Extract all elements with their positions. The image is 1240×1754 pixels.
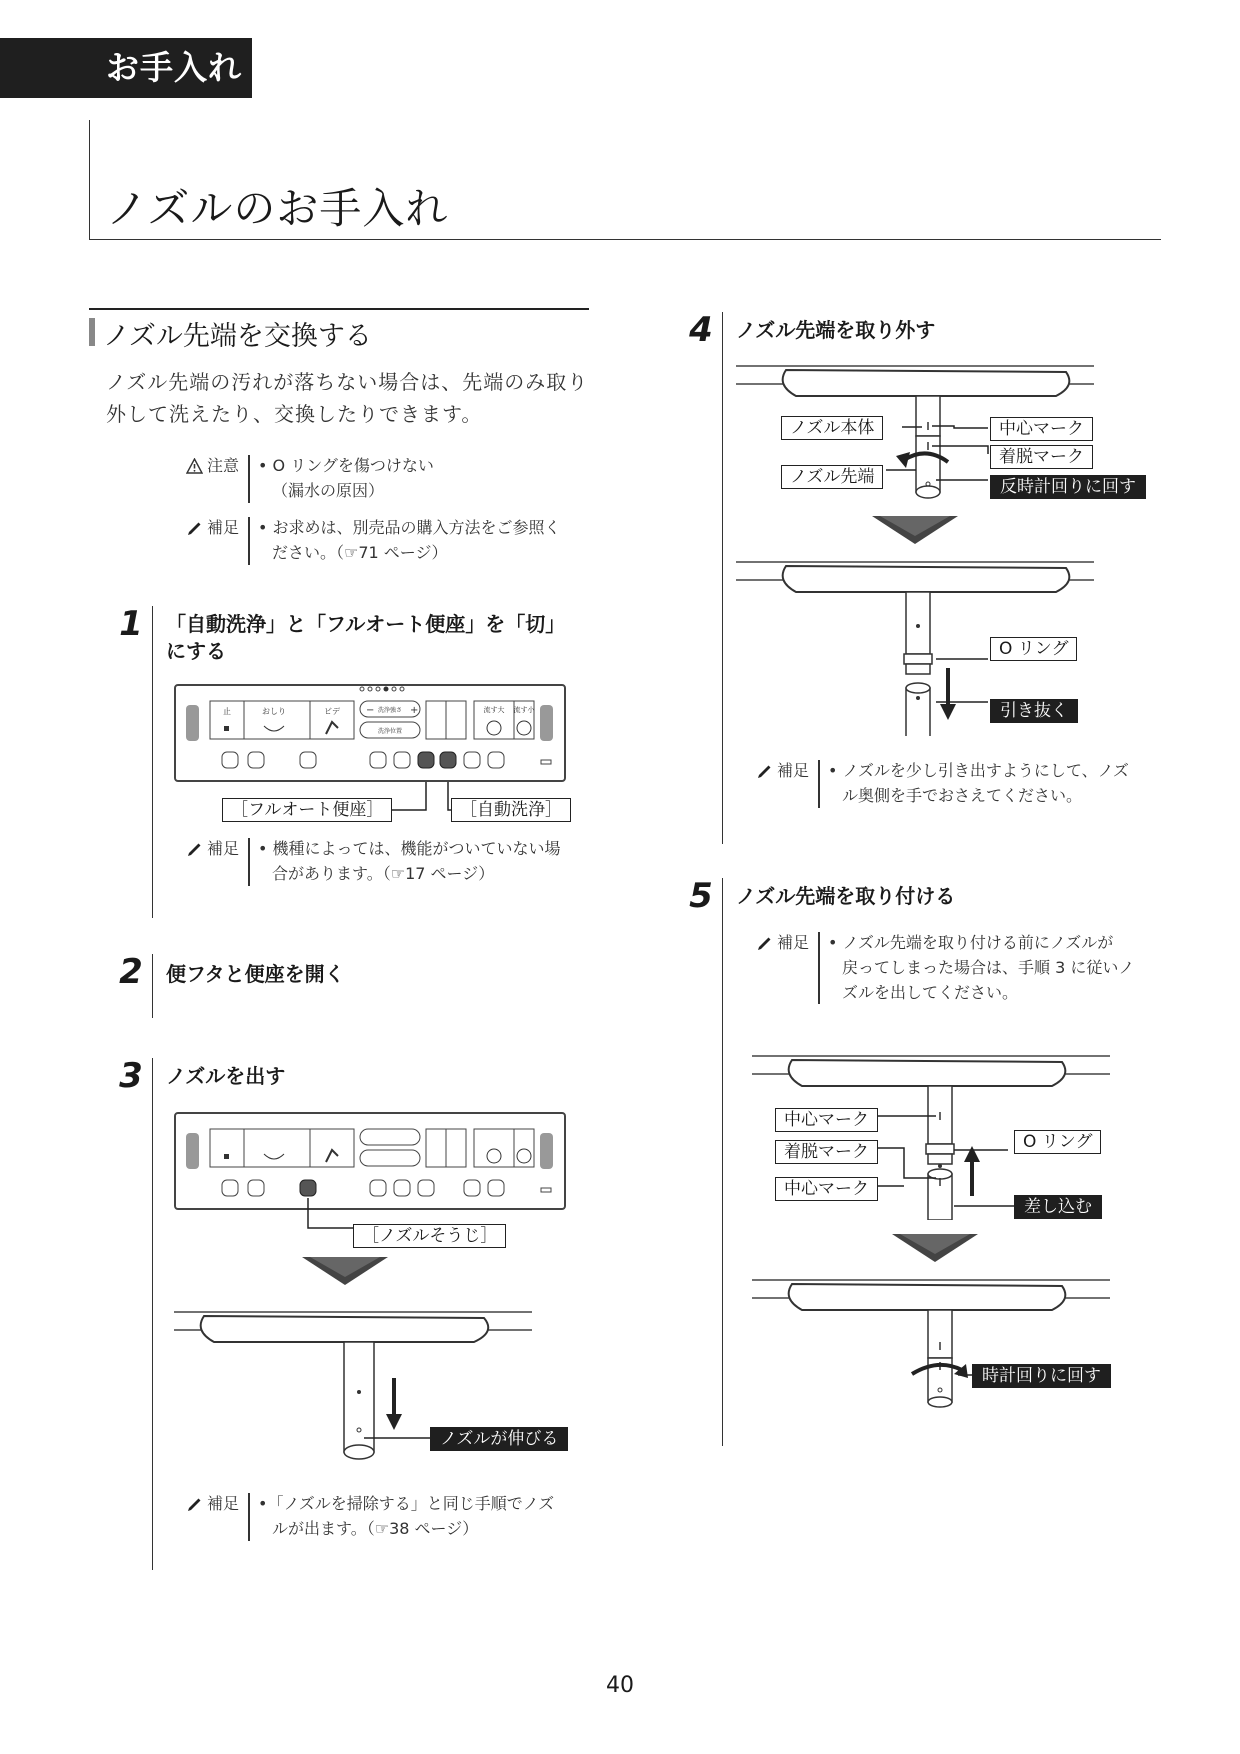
label-auto-wash: ［自動洗浄］ <box>451 798 571 822</box>
step-3-note: 補足 •「ノズルを掃除する」と同じ手順でノズ ルが出ます。（☞38 ページ） <box>186 1491 606 1545</box>
step-5-down-arrow <box>890 1232 980 1266</box>
step-4-down-arrow <box>870 514 960 548</box>
section-title: ノズル先端を交換する <box>103 321 372 352</box>
section-intro: ノズル先端の汚れが落ちない場合は、先端のみ取り外して洗えたり、交換したりできます。 <box>106 370 589 426</box>
pencil-icon <box>756 934 773 951</box>
step-5-title: ノズル先端を取り付ける <box>736 884 956 908</box>
step-5-note: 補足 • ノズル先端を取り付ける前にノズルが 戻ってしまった場合は、手順 3 に従いノ ズルを出してください。 <box>756 930 1156 1008</box>
step-3-title: ノズルを出す <box>166 1064 286 1088</box>
panel-stop-text: 止 <box>223 707 231 716</box>
step-2-line <box>152 954 153 1018</box>
nozzle-rotate-illustration <box>752 1274 1112 1414</box>
control-panel-1 <box>174 684 566 784</box>
pencil-icon <box>186 840 203 857</box>
label-nozzle-clean: ［ノズルそうじ］ <box>353 1224 506 1248</box>
label-center-mark-2: 中心マーク <box>775 1177 878 1201</box>
caution-text-2: （漏水の原因） <box>272 481 385 500</box>
panel-bidet-text: ビデ <box>324 707 340 716</box>
section-rule <box>89 308 589 310</box>
caution-note <box>186 453 586 507</box>
step-2-number: 2 <box>119 952 143 992</box>
step-5-note-label: 補足 <box>756 930 809 955</box>
step-4-line <box>722 312 723 844</box>
label-fullauto-seat: ［フルオート便座］ <box>222 798 392 822</box>
caution-label: 注意 <box>186 453 239 478</box>
panel-oshiri-text: おしり <box>262 707 286 716</box>
step-1-note-label: 補足 <box>186 836 239 861</box>
label-pull-out: 引き抜く <box>990 699 1078 723</box>
label-attach-mark-5: 着脱マーク <box>775 1140 878 1164</box>
section-tab: お手入れ <box>0 38 252 98</box>
step-3-note-label: 補足 <box>186 1491 239 1516</box>
label-nozzle-tip: ノズル先端 <box>781 465 883 489</box>
step-1-number: 1 <box>119 604 143 644</box>
control-panel-2 <box>174 1112 566 1212</box>
step-2-title: 便フタと便座を開く <box>166 962 345 986</box>
step-1-title: 「自動洗浄」と「フルオート便座」を「切」 にする <box>166 612 566 663</box>
step-3-line <box>152 1058 153 1570</box>
label-clockwise: 時計回りに回す <box>972 1364 1111 1388</box>
warning-icon <box>186 458 203 474</box>
panel-position-text: 洗浄位置 <box>377 728 403 735</box>
supplement-label: 補足 <box>186 515 239 540</box>
step-5-number: 5 <box>689 876 713 916</box>
step-4-title: ノズル先端を取り外す <box>736 318 936 342</box>
step-3-down-arrow <box>300 1255 390 1289</box>
step-3-leader-line <box>300 1196 360 1236</box>
section-marker <box>89 318 95 346</box>
panel-pressure-text: 洗浄強さ <box>377 707 403 714</box>
label-attach-mark: 着脱マーク <box>990 445 1093 469</box>
label-oring-4: O リング <box>990 637 1077 661</box>
pencil-icon <box>186 519 203 536</box>
supplement-text-2: ださい。（☞71 ページ） <box>272 543 448 562</box>
page-number: 40 <box>606 1673 634 1698</box>
svg-text:−: − <box>366 705 375 716</box>
label-center-mark: 中心マーク <box>990 417 1093 441</box>
label-oring-5: O リング <box>1014 1130 1101 1154</box>
step-4-note-label: 補足 <box>756 758 809 783</box>
label-nozzle-extend: ノズルが伸びる <box>430 1427 568 1451</box>
panel-flush-big-text: 流す大 <box>483 706 505 714</box>
label-insert: 差し込む <box>1014 1195 1102 1219</box>
label-nozzle-body: ノズル本体 <box>781 416 883 440</box>
step-1-note: 補足 • 機種によっては、機能がついていない場 合があります。（☞17 ページ） <box>186 836 606 890</box>
supplement-note <box>186 515 606 569</box>
page-title: ノズルのお手入れ <box>106 184 449 233</box>
step-3-number: 3 <box>119 1056 143 1096</box>
step-5-line <box>722 878 723 1446</box>
panel-flush-small-text: 流す小 <box>513 706 535 714</box>
title-rule-horizontal <box>89 239 1161 240</box>
label-center-mark-1: 中心マーク <box>775 1108 878 1132</box>
step-4-note: 補足 • ノズルを少し引き出すようにして、ノズ ル奥側を手でおさえてください。 <box>756 758 1156 812</box>
step-4-number: 4 <box>689 310 713 350</box>
svg-text:+: + <box>410 705 419 716</box>
title-rule-vertical <box>89 120 90 240</box>
caution-text-1: • O リングを傷つけない <box>258 456 434 475</box>
label-counterclockwise: 反時計回りに回す <box>990 475 1146 499</box>
supplement-text-1: • お求めは、別売品の購入方法をご参照く <box>258 518 561 537</box>
pencil-icon <box>756 762 773 779</box>
step-1-line <box>152 606 153 918</box>
pencil-icon <box>186 1495 203 1512</box>
